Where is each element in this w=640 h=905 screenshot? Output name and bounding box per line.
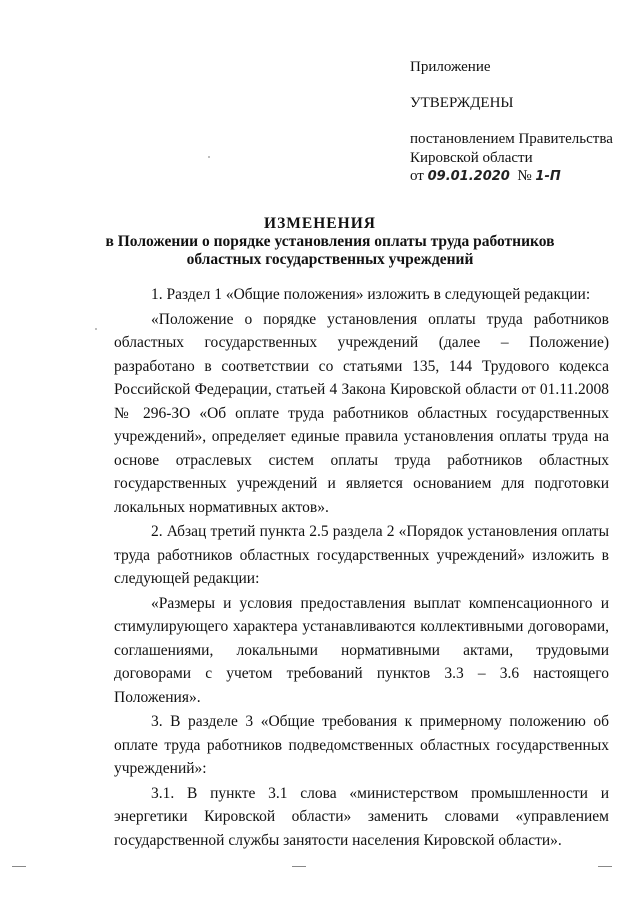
paragraph-1: 1. Раздел 1 «Общие положения» изложить в следующей редакции: (151, 286, 591, 303)
approved-by-line2: Кировской области (410, 149, 533, 166)
approval-block (410, 58, 630, 187)
paragraph-5: 3. В разделе 3 «Общие требования к примерному положению об оплате труда работников подведомственных областных государственных учреждений»: (114, 713, 609, 777)
title-heading: ИЗМЕНЕНИЯ (264, 215, 376, 232)
document-title (0, 215, 640, 269)
scan-mark (598, 866, 612, 867)
paragraph-2: «Положение о порядке установления оплаты труда работников областных государственных учреждений (далее – Положение) разработано в соответствии со статьями 135, 144 Трудового кодекса Российской Федерации, статьей 4 Закона Кировской области от 01.11.2008 № 296-ЗО «Об оплате труда работников областных государственных учреждений», определяет единые правила установления оплаты труда на основе отраслевых систем оплаты труда работников областных государственных учреждений и является основанием для подготовки локальных нормативных актов». (114, 310, 609, 516)
scan-mark (292, 866, 306, 867)
scan-mark (12, 866, 26, 867)
scan-speck (208, 156, 210, 158)
paragraph-3: 2. Абзац третий пункта 2.5 раздела 2 «Порядок установления оплаты труда работников областных государственных учреждений» изложить в следующей редакции: (114, 523, 609, 587)
paragraph-6: 3.1. В пункте 3.1 слова «министерством промышленности и энергетики Кировской области» заменить словами «управлением государственной службы занятости населения Кировской области». (114, 784, 609, 849)
paragraph-4: «Размеры и условия предоставления выплат компенсационного и стимулирующего характера устанавливаются коллективными договорами, соглашениями, локальными нормативными актами, трудовыми договорами с учетом требований пунктов 3.3 – 3.6 настоящего Положения». (114, 594, 609, 706)
decree-date-line (410, 167, 630, 187)
approved-by-line1: постановлением Правительства (410, 131, 613, 147)
appendix-label: Приложение (410, 59, 491, 75)
decree-number-handwritten: 1-П (535, 169, 561, 184)
scan-speck (95, 328, 97, 330)
decree-date-handwritten: 09.01.2020 (427, 169, 510, 184)
number-sign: № (517, 168, 532, 184)
title-subtitle-line1: в Положении о порядке установления оплаты труда работников (105, 233, 555, 250)
document-body (114, 283, 609, 852)
title-subtitle-line2: областных государственных учреждений (186, 251, 474, 268)
date-prefix: от (410, 168, 424, 184)
approved-label: УТВЕРЖДЕНЫ (410, 94, 514, 111)
